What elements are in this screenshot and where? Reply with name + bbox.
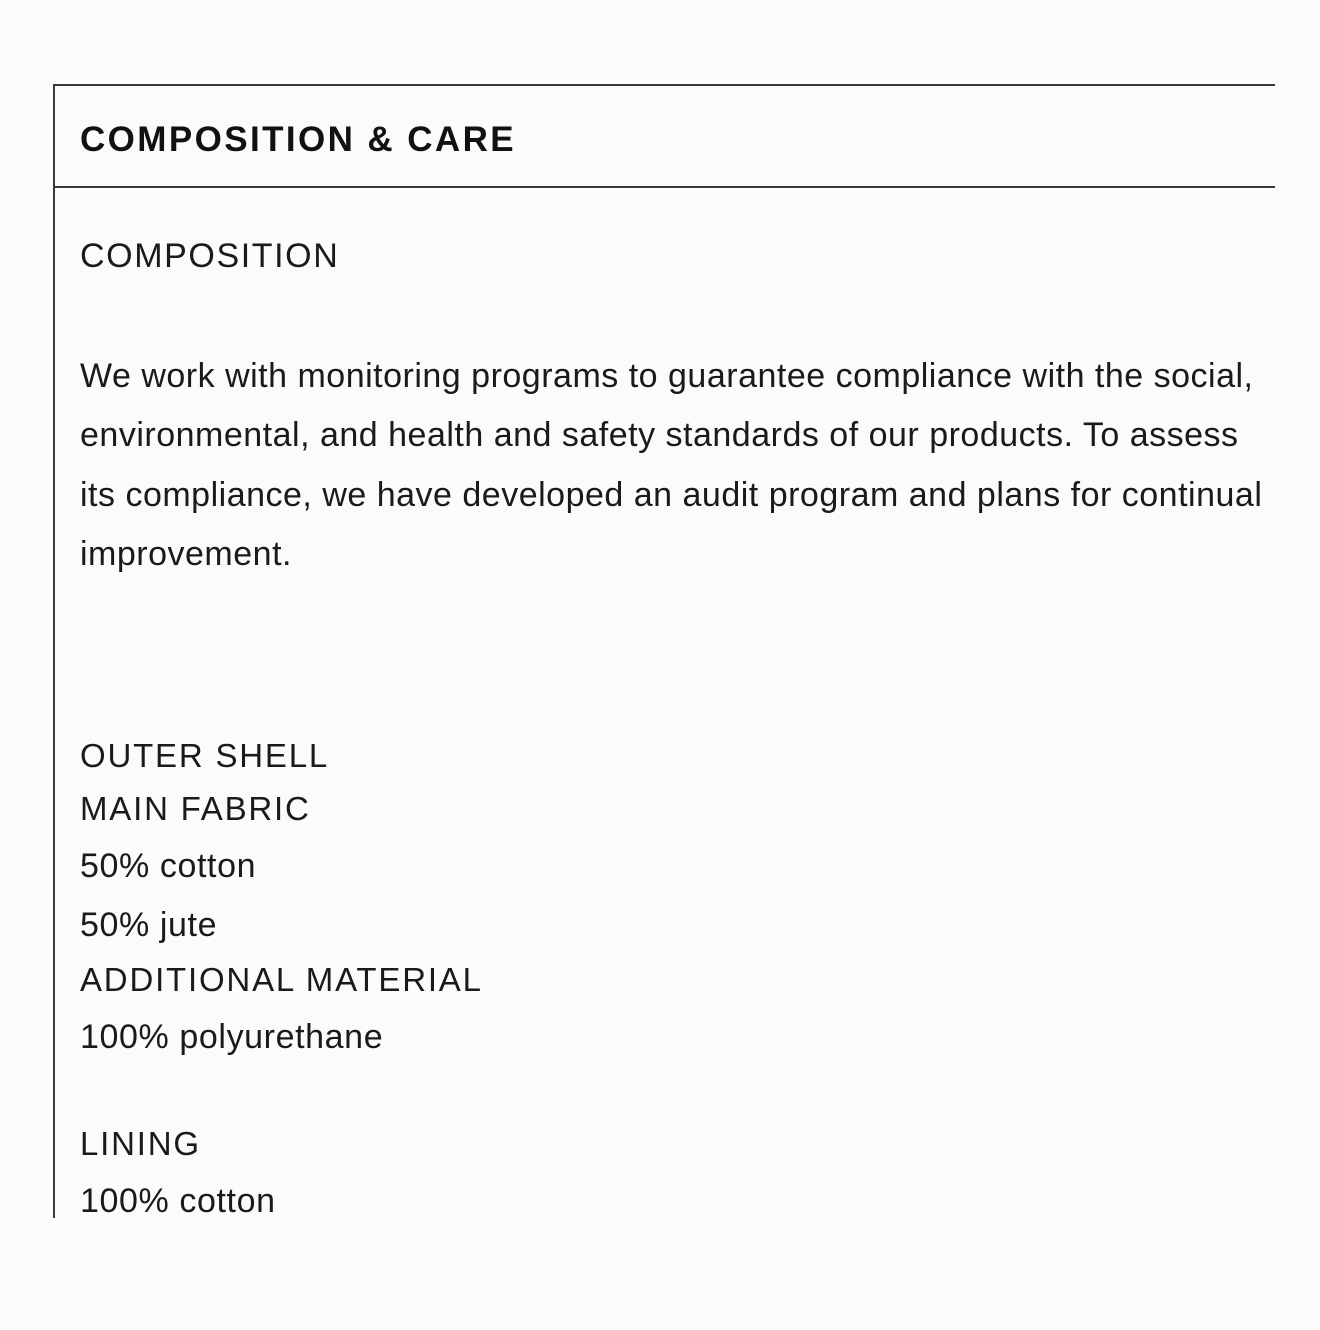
main-fabric-label: MAIN FABRIC <box>80 790 311 827</box>
composition-care-panel <box>53 84 1275 1218</box>
panel-title: COMPOSITION & CARE <box>80 120 516 159</box>
panel-header <box>55 86 1275 188</box>
composition-heading: COMPOSITION <box>80 237 340 275</box>
composition-description: We work with monitoring programs to guarantee compliance with the social, environmental, and health and safety standards of our products. To assess its compliance, we have developed an audit program and plans for continual improvement. <box>80 357 1263 573</box>
outer-shell-label: OUTER SHELL <box>80 737 330 774</box>
lining-label: LINING <box>80 1125 201 1162</box>
main-fabric-item: 50% cotton <box>80 847 257 885</box>
additional-material-item: 100% polyurethane <box>80 1018 384 1056</box>
additional-material-label: ADDITIONAL MATERIAL <box>80 961 483 998</box>
lining-item: 100% cotton <box>80 1182 276 1220</box>
main-fabric-item: 50% jute <box>80 906 218 944</box>
